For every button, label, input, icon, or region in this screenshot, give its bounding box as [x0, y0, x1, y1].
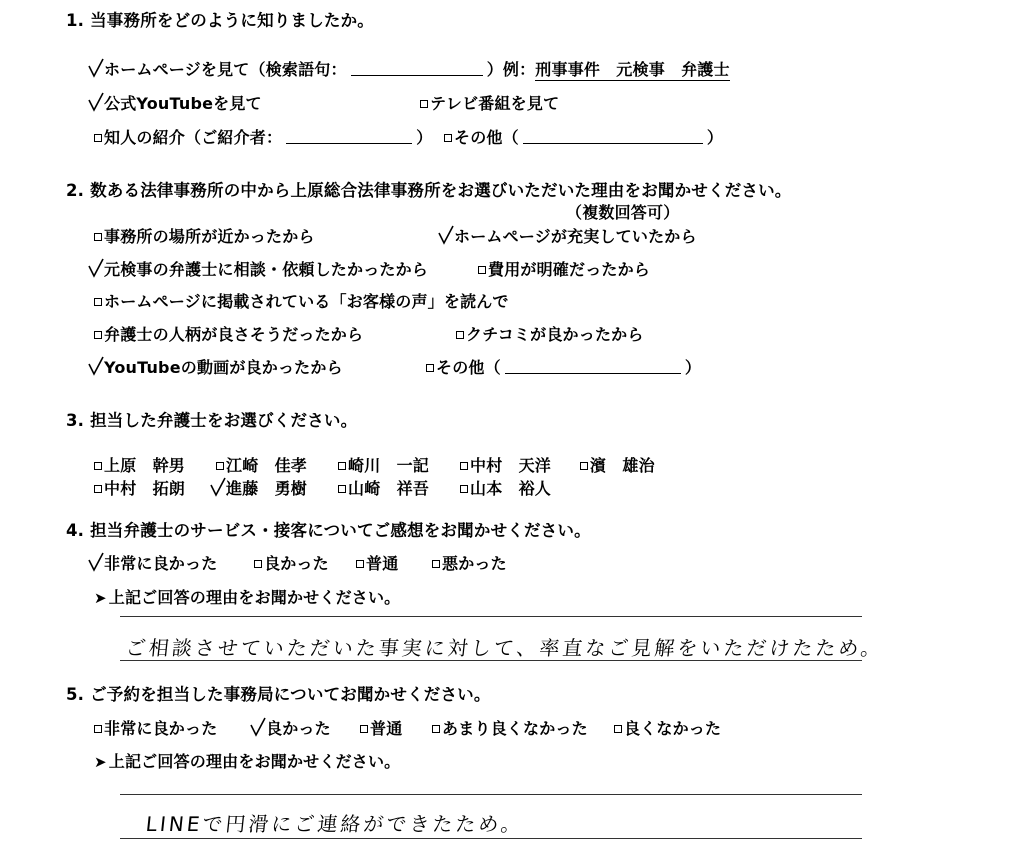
q3-lawyer-name: 山本 裕人: [470, 479, 552, 498]
q5-option[interactable]: [432, 721, 588, 737]
q1-homepage-label: ホームページを見て（検索語句：: [104, 60, 347, 79]
q3-lawyer[interactable]: [580, 458, 655, 474]
q2-option[interactable]: YouTubeの動画が良かったから: [104, 358, 343, 377]
q2-note: （複数回答可）: [566, 203, 680, 222]
answer-line: [120, 660, 862, 661]
q2-option-label: ホームページに掲載されている「お客様の声」を読んで: [104, 292, 509, 311]
q5-option-label: 普通: [370, 719, 403, 738]
q3-title: 3. 担当した弁護士をお選びください。: [66, 411, 358, 430]
arrowhead-icon: ➤: [94, 589, 107, 607]
checkbox[interactable]: [216, 462, 224, 470]
q3-lawyer[interactable]: [460, 458, 551, 474]
q3-lawyer[interactable]: [460, 481, 551, 497]
q1-referral-blank[interactable]: [286, 131, 412, 144]
q5-reason-prompt: [94, 754, 400, 770]
q5-option[interactable]: [94, 721, 217, 737]
answer-line: [120, 794, 862, 795]
checkbox[interactable]: [94, 134, 102, 142]
checkbox[interactable]: [254, 560, 262, 568]
q2-title: 2. 数ある法律事務所の中から上原総合法律事務所をお選びいただいた理由をお聞かせください。: [66, 181, 792, 200]
checkbox[interactable]: [456, 331, 464, 339]
checkbox[interactable]: [94, 331, 102, 339]
arrowhead-icon: ➤: [94, 753, 107, 771]
checkbox[interactable]: [460, 485, 468, 493]
q4-option[interactable]: 非常に良かった: [104, 554, 218, 573]
checkbox[interactable]: [94, 485, 102, 493]
q5-option-label: 非常に良かった: [104, 719, 218, 738]
q1-example-label: ）例：: [486, 60, 536, 79]
q5-answer[interactable]: LINEで円滑にご連絡ができたため。: [144, 812, 525, 836]
q1-other-close: ）: [706, 128, 724, 147]
q3-lawyer-name: 中村 天洋: [470, 456, 552, 475]
q2-option[interactable]: [456, 327, 644, 343]
q5-reason-label: 上記ご回答の理由をお聞かせください。: [108, 752, 401, 771]
checkbox[interactable]: [478, 266, 486, 274]
q4-option[interactable]: [254, 556, 329, 572]
q3-lawyer[interactable]: 進藤 勇樹: [226, 479, 308, 498]
q2-option-label: クチコミが良かったから: [466, 325, 644, 344]
checkbox[interactable]: [426, 364, 434, 372]
q2-option[interactable]: ホームページが充実していたから: [454, 227, 697, 246]
check-mark-icon: [88, 92, 104, 112]
q2-option[interactable]: [94, 327, 363, 343]
check-mark-icon: [438, 225, 454, 245]
q3-lawyer-name: 上原 幹男: [104, 456, 186, 475]
q5-option[interactable]: [614, 721, 721, 737]
check-mark-icon: [88, 552, 104, 572]
q1-other-label: その他（: [454, 128, 519, 147]
q4-option-label: 悪かった: [442, 554, 507, 573]
q5-option[interactable]: [360, 721, 402, 737]
checkbox[interactable]: [94, 233, 102, 241]
q4-option-label: 良かった: [264, 554, 329, 573]
q4-option-label: 普通: [366, 554, 399, 573]
q1-referral-close: ）: [416, 128, 433, 147]
q1-option-other[interactable]: [444, 130, 723, 146]
check-mark-icon: [88, 258, 104, 278]
q3-lawyer-name: 山崎 祥吾: [348, 479, 430, 498]
checkbox[interactable]: [432, 725, 440, 733]
q2-option-label: 弁護士の人柄が良さそうだったから: [104, 325, 364, 344]
q2-other-close: ）: [684, 358, 702, 377]
checkbox[interactable]: [420, 100, 428, 108]
checkbox[interactable]: [614, 725, 622, 733]
q4-answer[interactable]: ご相談させていただいた事実に対して、率直なご見解をいただけたため。: [124, 636, 885, 660]
q2-other-label: その他（: [436, 358, 501, 377]
check-mark-icon: [88, 356, 104, 376]
q2-option[interactable]: [478, 262, 650, 278]
q2-option-label: 事務所の場所が近かったから: [104, 227, 315, 246]
checkbox[interactable]: [432, 560, 440, 568]
q2-option[interactable]: 元検事の弁護士に相談・依頼したかったから: [104, 260, 429, 279]
q1-option-homepage[interactable]: [104, 62, 730, 78]
q2-option[interactable]: [94, 294, 509, 310]
checkbox[interactable]: [444, 134, 452, 142]
q1-option-youtube[interactable]: 公式YouTubeを見て: [104, 94, 262, 113]
checkbox[interactable]: [338, 485, 346, 493]
q4-reason-label: 上記ご回答の理由をお聞かせください。: [108, 588, 401, 607]
checkbox[interactable]: [94, 298, 102, 306]
check-mark-icon: [88, 58, 104, 78]
q1-title: 1. 当事務所をどのように知りましたか。: [66, 11, 374, 30]
checkbox[interactable]: [580, 462, 588, 470]
q4-title: 4. 担当弁護士のサービス・接客についてご感想をお聞かせください。: [66, 521, 591, 540]
checkbox[interactable]: [338, 462, 346, 470]
checkbox[interactable]: [356, 560, 364, 568]
q1-tv-label: テレビ番組を見て: [430, 94, 560, 113]
q3-lawyer[interactable]: [94, 458, 185, 474]
q5-option-label: あまり良くなかった: [442, 719, 588, 738]
q3-lawyer-name: 崎川 一記: [348, 456, 430, 475]
q1-other-blank[interactable]: [523, 131, 703, 144]
q3-lawyer-name: 中村 拓朗: [104, 479, 186, 498]
checkbox[interactable]: [94, 462, 102, 470]
q5-title: 5. ご予約を担当した事務局についてお聞かせください。: [66, 685, 491, 704]
q1-referral-label: 知人の紹介（ご紹介者：: [104, 128, 283, 147]
q4-option[interactable]: [432, 556, 507, 572]
q4-option[interactable]: [356, 556, 398, 572]
q1-search-blank[interactable]: [351, 63, 483, 76]
checkbox[interactable]: [460, 462, 468, 470]
q2-option-other[interactable]: [426, 360, 701, 376]
answer-line: [120, 616, 862, 617]
checkbox[interactable]: [360, 725, 368, 733]
q1-option-referral[interactable]: [94, 130, 432, 146]
q3-lawyer[interactable]: [338, 481, 429, 497]
q3-lawyer-name: 濱 雄治: [590, 456, 655, 475]
q3-lawyer-name: 江崎 佳孝: [226, 456, 308, 475]
check-mark-icon: [250, 717, 266, 737]
q2-option-label: 費用が明確だったから: [488, 260, 651, 279]
q1-option-tv[interactable]: [420, 96, 559, 112]
check-mark-icon: [210, 477, 226, 497]
q3-lawyer[interactable]: [338, 458, 429, 474]
checkbox[interactable]: [94, 725, 102, 733]
q2-option[interactable]: [94, 229, 315, 245]
answer-line: [120, 838, 862, 839]
q3-lawyer[interactable]: [216, 458, 307, 474]
q1-example-text: 刑事事件 元検事 弁護士: [535, 60, 730, 79]
q2-other-blank[interactable]: [505, 361, 681, 374]
q5-option-label: 良くなかった: [624, 719, 722, 738]
q3-lawyer[interactable]: [94, 481, 185, 497]
q4-reason-prompt: [94, 590, 400, 606]
q5-option[interactable]: 良かった: [266, 719, 331, 738]
